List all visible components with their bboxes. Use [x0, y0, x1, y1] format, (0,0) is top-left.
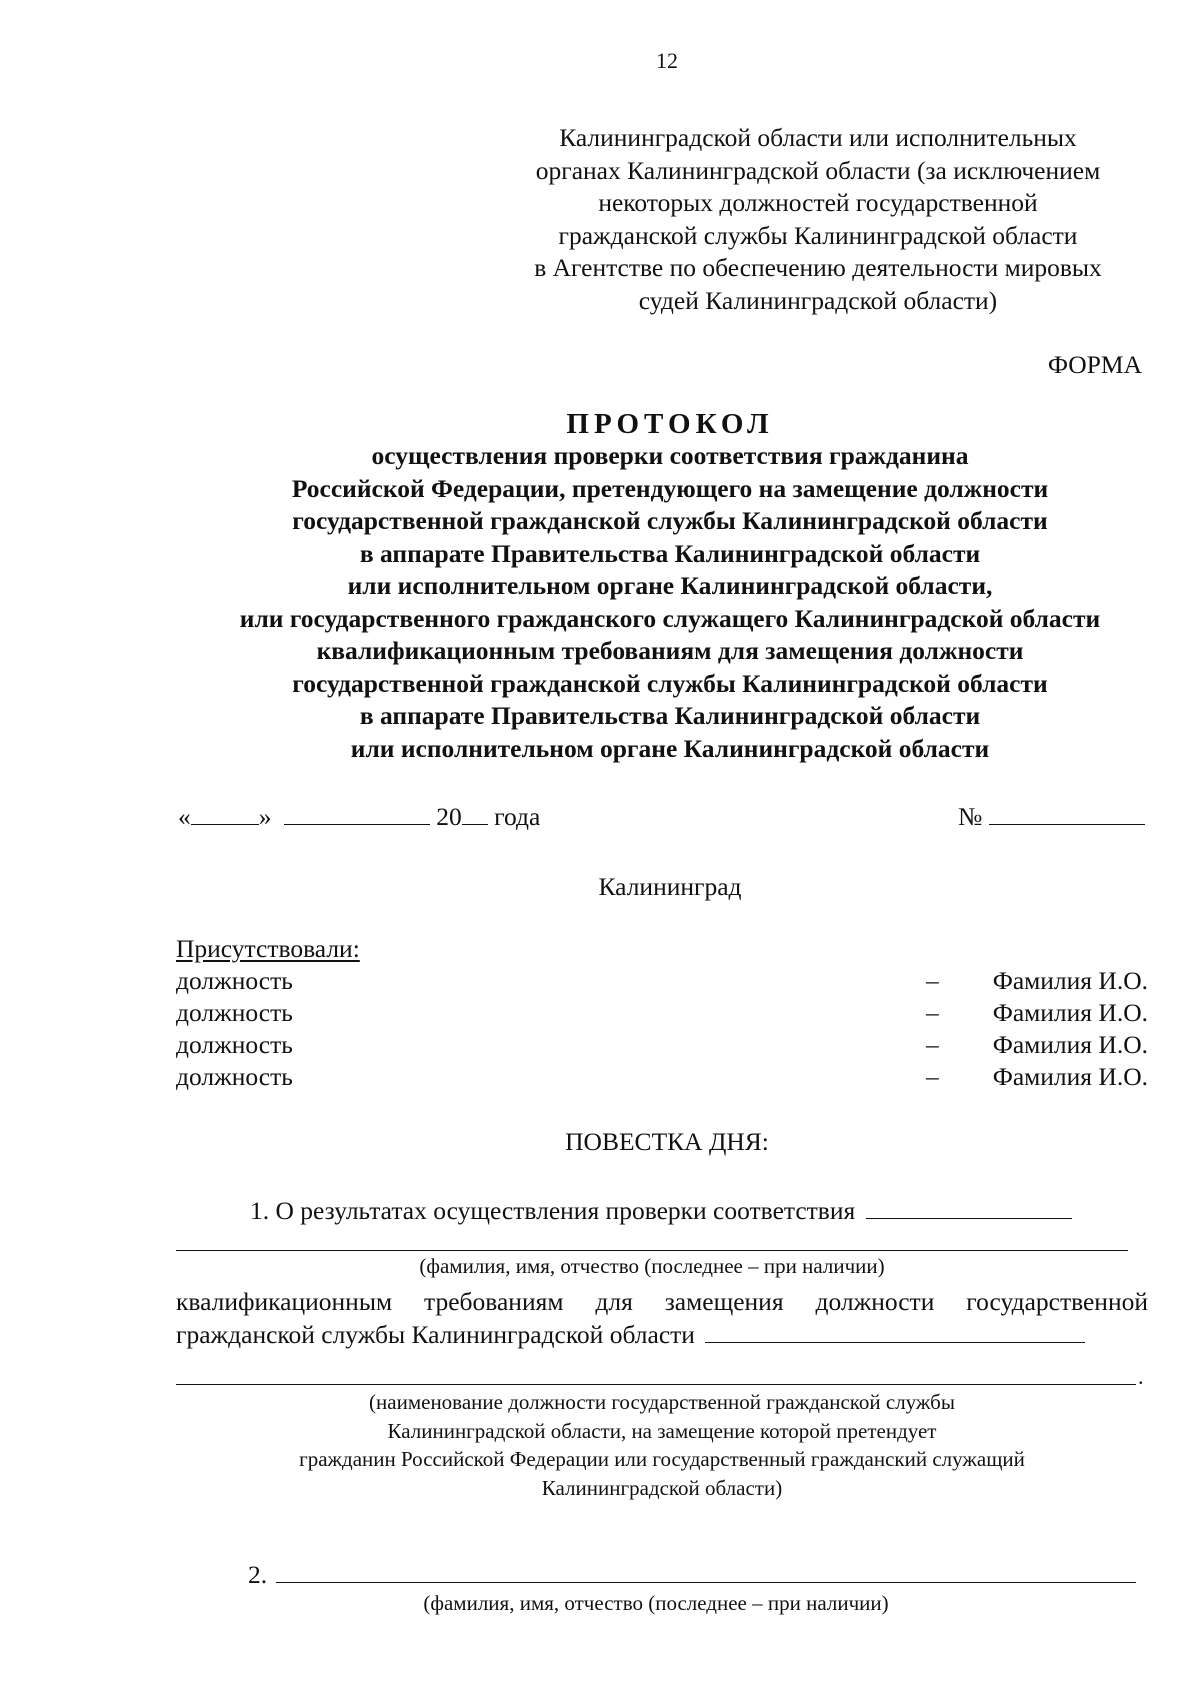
- position-line: [176, 1384, 1136, 1385]
- position-blank: [705, 1320, 1085, 1343]
- protocol-number-line: [958, 802, 1145, 832]
- attendee-dash: –: [926, 1030, 939, 1059]
- subtitle-line: Российской Федерации, претендующего на замещение должности: [291, 473, 1049, 503]
- attendee-name: Фамилия И.О.: [992, 1030, 1148, 1059]
- attendee-dash: –: [926, 966, 939, 995]
- header-block: [504, 122, 1132, 318]
- subtitle-line: государственной гражданской службы Калининградской области: [292, 668, 1048, 698]
- subtitle-line: или исполнительном органе Калининградской области,: [347, 571, 993, 600]
- fio-line-1: [176, 1250, 1128, 1251]
- position-caption: [176, 1388, 1148, 1502]
- attendee-row: [176, 1030, 1148, 1062]
- fio-caption-2: (фамилия, имя, отчество (последнее – при наличии): [423, 1591, 889, 1615]
- document-subtitle: [170, 440, 1170, 765]
- attendee-row: [176, 1062, 1148, 1094]
- date-close-quote: »: [258, 802, 272, 831]
- header-line: органах Калининградской области (за исключением: [535, 155, 1101, 185]
- present-heading: Присутствовали:: [176, 934, 360, 963]
- year-blank: [462, 802, 488, 825]
- attendee-name: Фамилия И.О.: [992, 998, 1148, 1027]
- agenda-item-1-text: 1. О результатах осуществления проверки соответствия: [250, 1196, 856, 1225]
- subtitle-line: квалификационным требованиям для замещения должности: [316, 636, 1024, 665]
- attendee-row: [176, 998, 1148, 1030]
- subtitle-line: государственной гражданской службы Калининградской области: [292, 506, 1048, 535]
- header-line: в Агентстве по обеспечению деятельности мировых: [534, 253, 1102, 283]
- number-label: №: [958, 802, 983, 831]
- document-title: ПРОТОКОЛ: [566, 408, 774, 440]
- attendee-name: Фамилия И.О.: [992, 966, 1148, 995]
- qualification-paragraph: [176, 1286, 1148, 1351]
- date-line: [178, 802, 540, 832]
- position-caption-line: (наименование должности государственной гражданской службы: [369, 1390, 955, 1414]
- agenda-heading: ПОВЕСТКА ДНЯ:: [565, 1127, 769, 1156]
- paragraph-line: квалификационным требованиям для замещения должности государственной: [176, 1287, 1148, 1316]
- page-number: 12: [656, 48, 678, 73]
- city: Калининград: [598, 872, 742, 901]
- position-caption-line: гражданин Российской Федерации или государственный гражданский служащий: [299, 1447, 1025, 1471]
- subtitle-line: в аппарате Правительства Калининградской области: [359, 538, 981, 568]
- attendee-dash: –: [926, 1062, 939, 1091]
- fio-caption-1: (фамилия, имя, отчество (последнее – при наличии): [419, 1254, 885, 1278]
- number-blank: [989, 802, 1145, 825]
- attendee-position: должность: [176, 966, 293, 995]
- year-prefix: 20: [436, 802, 462, 831]
- header-line: Калининградской области или исполнительных: [559, 123, 1077, 152]
- date-open-quote: «: [178, 802, 191, 831]
- form-label: ФОРМА: [1047, 350, 1142, 379]
- subtitle-line: или исполнительном органе Калининградской области: [350, 733, 990, 763]
- agenda-item-2: [248, 1560, 1136, 1590]
- header-line: гражданской службы Калининградской области: [558, 220, 1078, 250]
- attendee-dash: –: [926, 998, 939, 1027]
- subtitle-line: в аппарате Правительства Калининградской области: [359, 701, 981, 730]
- attendee-position: должность: [176, 1062, 293, 1091]
- attendee-position: должность: [176, 998, 293, 1027]
- agenda-item-2-blank: [276, 1560, 1136, 1583]
- header-line: судей Калининградской области): [638, 285, 998, 315]
- subtitle-line: осуществления проверки соответствия гражданина: [371, 441, 969, 470]
- header-line: некоторых должностей государственной: [598, 188, 1038, 218]
- position-end-dot: .: [1138, 1364, 1144, 1389]
- agenda-item-1-blank: [866, 1196, 1072, 1219]
- agenda-item-1: [250, 1196, 1072, 1226]
- paragraph-line: гражданской службы Калининградской области: [176, 1319, 695, 1349]
- attendee-row: [176, 966, 1148, 998]
- attendee-name: Фамилия И.О.: [992, 1062, 1148, 1091]
- subtitle-line: или государственного гражданского служащего Калининградской области: [239, 603, 1101, 633]
- position-caption-line: Калининградской области, на замещение которой претендует: [387, 1418, 937, 1443]
- day-blank: [191, 802, 259, 825]
- year-suffix: года: [494, 802, 541, 831]
- agenda-item-2-text: 2.: [248, 1560, 268, 1589]
- position-caption-line: Калининградской области): [541, 1475, 783, 1500]
- month-blank: [284, 802, 430, 825]
- attendee-position: должность: [176, 1030, 293, 1059]
